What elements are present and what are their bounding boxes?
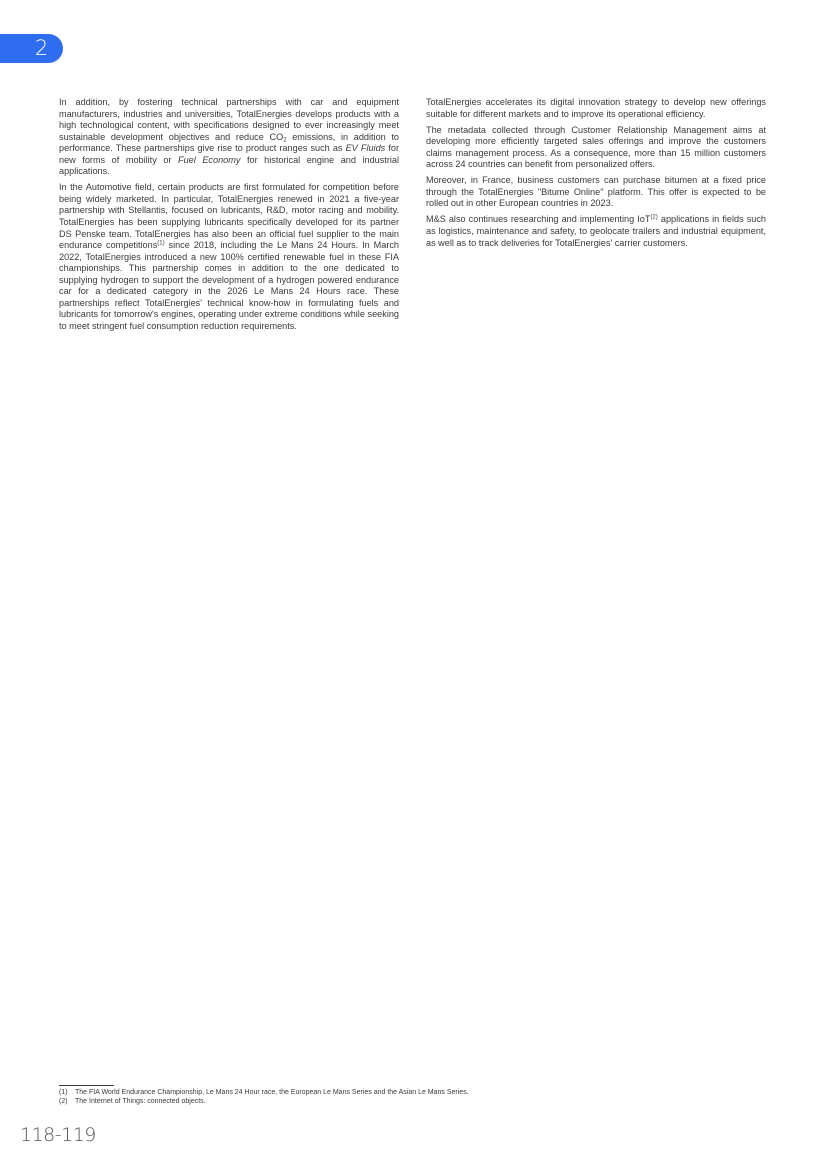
footnote-number: (2)	[59, 1097, 68, 1105]
footnote-number: (1)	[59, 1089, 68, 1096]
paragraph-partnerships	[59, 97, 399, 178]
footnote-2	[59, 1098, 759, 1107]
text-run: emissions, in addition to performance. These partnerships give rise to product ranges such as	[59, 131, 400, 154]
footnote-ref-2: (2)	[650, 214, 658, 221]
text-run: M&S also continues researching and implementing IoT	[426, 214, 651, 225]
footnote-text: The Internet of Things: connected objects.	[75, 1097, 206, 1105]
paragraph-automotive	[59, 182, 399, 332]
right-column	[426, 97, 766, 254]
text-run: In addition, by fostering technical partnerships with car and equipment manufacturers, industries and universities, TotalEnergies develops products with a high technological content, with specifications designed to ever increasingly meet sustainable development objectives and reduce CO	[59, 97, 399, 142]
left-column	[59, 97, 399, 337]
text-run: since 2018, including the Le Mans 24 Hours. In March 2022, TotalEnergies introduced a new 100% certified renewable fuel in these FIA championships. This partnership comes in addition to the one dedicated to supplying hydrogen to support the development of a hydrogen powered endurance car for a dedicated category in the 2026 Le Mans 24 Hours race. These partnerships reflect TotalEnergies' technical know-how in formulating fuels and lubricants for tomorrow's engines, operating under extreme conditions while seeking to meet stringent fuel consumption reduction requirements.	[59, 240, 399, 331]
product-range-name: EV Fluids	[345, 143, 386, 154]
footnote-1	[59, 1089, 759, 1098]
chapter-number-tab: 2	[0, 34, 63, 63]
footnote-divider	[59, 1085, 114, 1086]
paragraph-crm: The metadata collected through Customer Relationship Management aims at developing more efficiently targeted sales offerings and improve the customers claims management process. As a consequence, more than 15 million customers across 24 countries can benefit from personalized offers.	[426, 124, 766, 170]
paragraph-digital-strategy: TotalEnergies accelerates its digital innovation strategy to develop new offerings suitable for different markets and to improve its operational efficiency.	[426, 97, 766, 119]
footnote-text: The FIA World Endurance Championship, Le Mans 24 Hour race, the European Le Mans Series and the Asian Le Mans Series.	[75, 1089, 469, 1096]
product-range-name: Fuel Economy	[178, 154, 241, 165]
text-run: In the Automotive field, certain products are first formulated for competition before being widely marketed. In particular, TotalEnergies renewed in 2021 a five-year partnership with Stellantis, focused on lubricants, R&D, motor racing and mobility. TotalEnergies has been supplying lubricants specifically developed for its partner DS Penske team. TotalEnergies has also been an official fuel supplier to the main endurance competitions	[59, 182, 399, 251]
text-run: for new forms of mobility or	[59, 143, 399, 165]
page-number: 118-119	[20, 1124, 96, 1146]
text-run: for historical engine and industrial applications.	[59, 154, 400, 177]
footnotes	[59, 1089, 759, 1106]
paragraph-iot	[426, 214, 766, 249]
paragraph-bitume-online: Moreover, in France, business customers can purchase bitumen at a fixed price through the TotalEnergies "Bitume Online" platform. This offer is expected to be rolled out in other European countries in 2023.	[426, 175, 766, 209]
footnote-ref-1: (1)	[157, 240, 165, 247]
subscript: 2	[283, 137, 287, 144]
text-run: applications in fields such as logistics, maintenance and safety, to geolocate trailers and industrial equipment, as well as to track deliveries for TotalEnergies' carrier customers.	[426, 214, 766, 248]
